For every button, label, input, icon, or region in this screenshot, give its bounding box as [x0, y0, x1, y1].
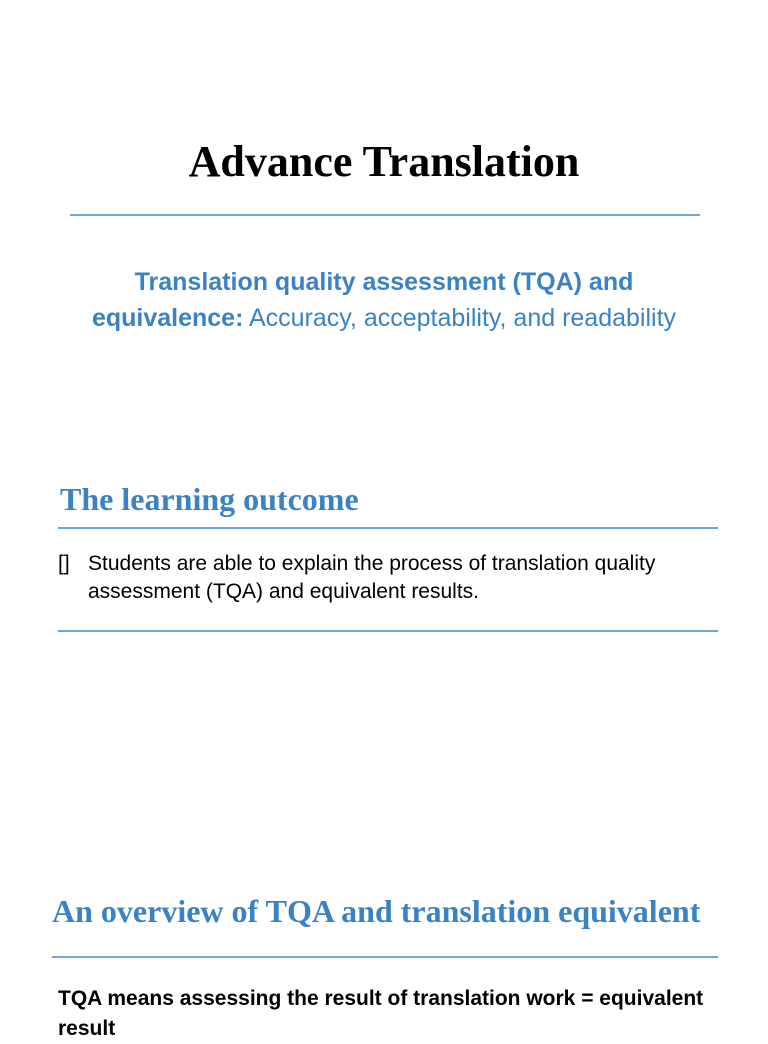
subtitle-bold-line2: equivalence:: [91, 304, 244, 332]
learning-outcome-divider-top: [58, 527, 718, 529]
slide-subtitle: [0, 264, 768, 336]
overview-heading: An overview of TQA and translation equivalent: [52, 893, 701, 929]
overview-body: TQA means assessing the result of translation work = equivalent result: [58, 987, 704, 1040]
slide-title: Advance Translation: [188, 137, 580, 186]
subtitle-bold-line1: Translation quality assessment (TQA) and: [134, 268, 634, 296]
learning-outcome-bullet: [58, 550, 718, 606]
learning-outcome-divider-bottom: [58, 630, 718, 632]
bullet-text: Students are able to explain the process of translation quality assessment (TQA) and equivalent results.: [88, 552, 656, 603]
learning-outcome-heading: The learning outcome: [60, 481, 359, 517]
title-divider: [70, 214, 700, 216]
overview-divider: [52, 956, 718, 958]
bullet-marker: []: [58, 552, 70, 575]
subtitle-light: Accuracy, acceptability, and readability: [243, 304, 677, 332]
